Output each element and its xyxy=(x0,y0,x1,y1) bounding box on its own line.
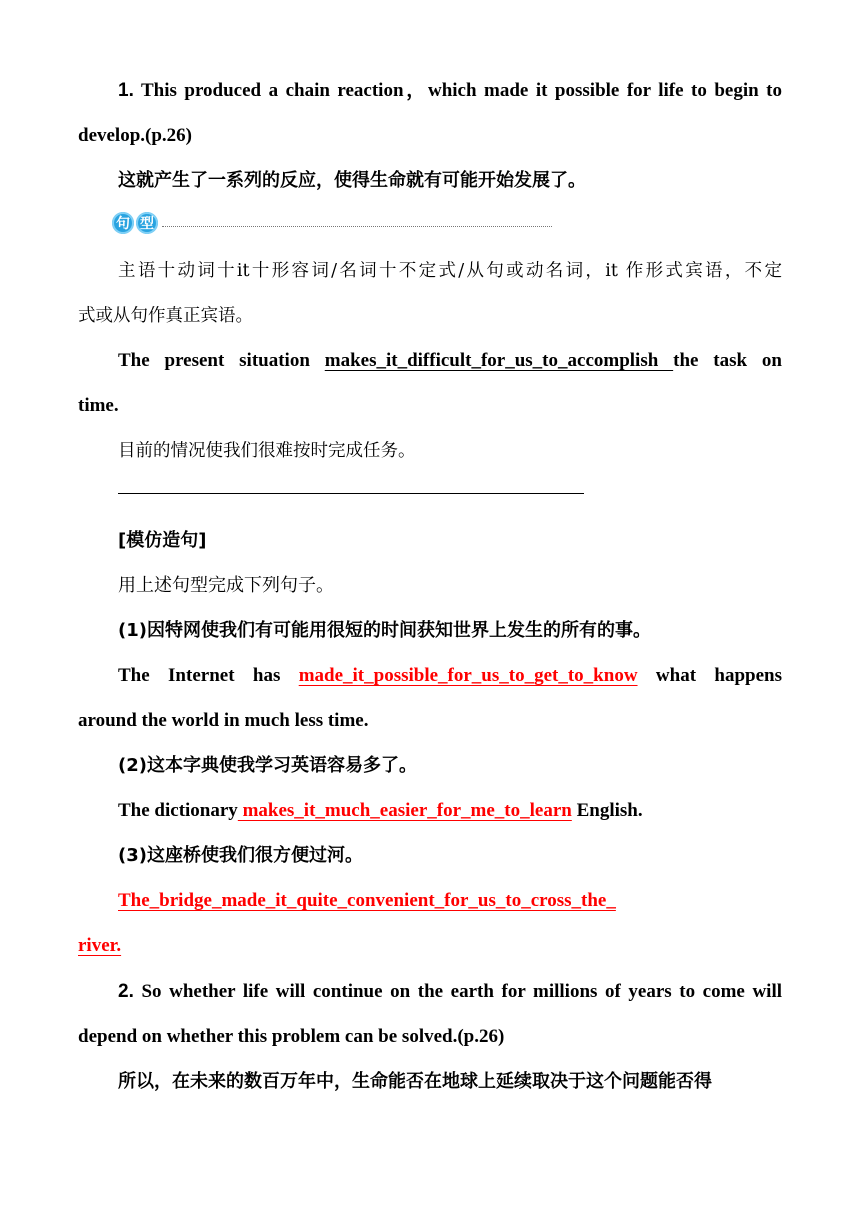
item2-number: 2. xyxy=(118,981,134,1002)
q2-line xyxy=(118,796,643,826)
q1-line1 xyxy=(118,661,782,691)
item1-line2: develop.(p.26) xyxy=(78,125,192,146)
item2-line2: depend on whether this problem can be solved.(p.26) xyxy=(78,1026,505,1047)
item2-line1 xyxy=(118,977,782,1007)
q3-prompt: (3)这座桥使我们很方便过河。 xyxy=(118,845,363,866)
imitate-heading: [模仿造句] xyxy=(118,530,207,551)
q2-pre: The dictionary xyxy=(118,800,238,821)
q2-answer: makes_it_much_easier_for_me_to_learn xyxy=(237,800,572,821)
q1-answer: made_it_possible_for_us_to_get_to_know xyxy=(298,665,638,686)
answer-rule-line xyxy=(118,493,584,494)
item1-line1 xyxy=(118,76,782,106)
q1-prompt: (1)因特网使我们有可能用很短的时间获知世界上发生的所有的事。 xyxy=(118,620,651,641)
badge-char-xing: 型 xyxy=(136,212,158,234)
q2-prompt: (2)这本字典使我学习英语容易多了。 xyxy=(118,755,417,776)
example-line1 xyxy=(118,346,782,376)
badge-dotted-divider xyxy=(162,226,552,227)
example-translation: 目前的情况使我们很难按时完成任务。 xyxy=(118,441,416,461)
q2-post: English. xyxy=(571,800,643,821)
structure-line1: 主语十动词十it十形容词/名词十不定式/从句或动名词，it 作形式宾语，不定 xyxy=(118,261,782,281)
q1-line2: around the world in much less time. xyxy=(78,710,369,731)
example-underlined-phrase: makes_it_difficult_for_us_to_accomplish xyxy=(324,350,674,371)
structure-line2: 式或从句作真正宾语。 xyxy=(78,306,253,326)
item2-sentence-part1: So whether life will continue on the earth for millions of years to come will xyxy=(141,981,782,1002)
badge-char-ju: 句 xyxy=(112,212,134,234)
item1-number: 1. xyxy=(118,80,134,101)
sentence-pattern-badge xyxy=(112,212,160,234)
q1-post: what happens xyxy=(637,665,782,686)
item2-translation: 所以，在未来的数百万年中，生命能否在地球上延续取决于这个问题能否得 xyxy=(118,1071,712,1092)
example-post: the task on xyxy=(673,350,782,371)
imitate-instruction: 用上述句型完成下列句子。 xyxy=(118,575,334,596)
q1-pre: The Internet has xyxy=(118,665,299,686)
q3-answer-line1: The_bridge_made_it_quite_convenient_for_us_to_cross_the_ xyxy=(118,890,616,911)
item1-translation: 这就产生了一系列的反应，使得生命就有可能开始发展了。 xyxy=(118,170,586,191)
example-pre: The present situation xyxy=(118,350,325,371)
q3-answer-line2: river. xyxy=(78,935,122,956)
item1-sentence-part1: This produced a chain reaction，which made it possible for life to begin to xyxy=(141,80,782,101)
example-line2: time. xyxy=(78,395,119,416)
